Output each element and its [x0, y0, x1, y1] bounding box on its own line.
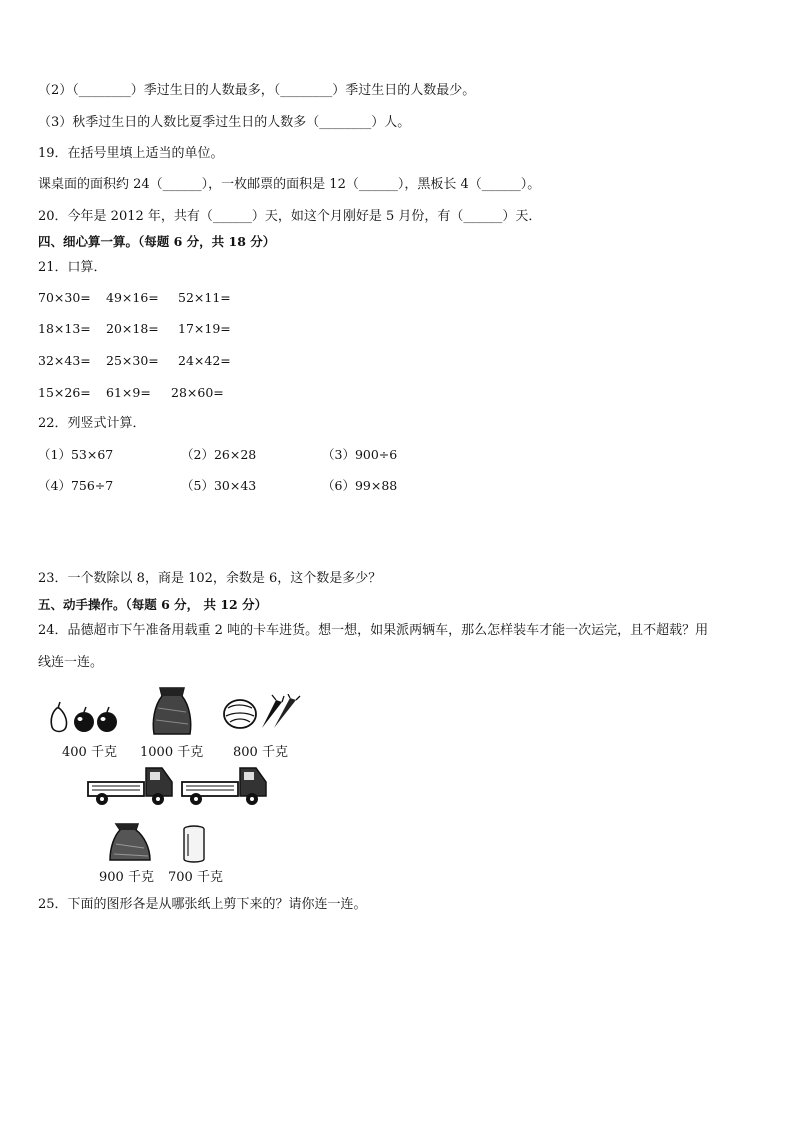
weight-label-flour: 900 千克	[99, 870, 154, 885]
q22-item: （4）756÷7	[38, 478, 114, 493]
q22-item: （6）99×88	[322, 478, 398, 493]
q21-cell: 28×60=	[171, 385, 224, 400]
truck-icon	[86, 764, 176, 808]
q19-title: 19．在括号里填上适当的单位。	[38, 146, 224, 161]
canister-icon	[180, 824, 208, 864]
weight-label-fruit: 400 千克	[62, 745, 117, 760]
weight-label-vegetables: 800 千克	[233, 745, 288, 760]
weight-label-canister: 700 千克	[168, 870, 223, 885]
grain-sack-icon	[148, 684, 196, 738]
q22-item: （3）900÷6	[322, 447, 398, 462]
q22-title: 22．列竖式计算．	[38, 416, 146, 431]
q21-cell: 15×26=	[38, 385, 91, 400]
vegetables-icon	[218, 694, 302, 732]
q21-cell: 17×19=	[178, 321, 231, 336]
section-4-heading: 四、细心算一算。（每题 6 分，共 18 分）	[38, 234, 276, 249]
q23-text: 23．一个数除以 8，商是 102，余数是 6，这个数是多少？	[38, 571, 382, 586]
q21-cell: 25×30=	[106, 353, 159, 368]
truck-icon	[180, 764, 270, 808]
q22-item: （1）53×67	[38, 447, 114, 462]
q18-line-3: （3）秋季过生日的人数比夏季过生日的人数多（________）人。	[38, 115, 411, 130]
q21-cell: 49×16=	[106, 290, 159, 305]
q24-line-1: 24．品德超市下午准备用载重 2 吨的卡车进货。想一想，如果派两辆车，那么怎样装车才能一次运完，且不超载？用	[38, 623, 709, 638]
q21-cell: 32×43=	[38, 353, 91, 368]
fruit-icon	[46, 700, 122, 736]
q20-text: 20．今年是 2012 年，共有（______）天，如这个月刚好是 5 月份，有（______）天．	[38, 209, 542, 224]
q22-item: （5）30×43	[181, 478, 257, 493]
q22-item: （2）26×28	[181, 447, 257, 462]
q21-cell: 61×9=	[106, 385, 151, 400]
q18-line-2: （2）（________）季过生日的人数最多，（________）季过生日的人数最少。	[38, 83, 476, 98]
q21-cell: 70×30=	[38, 290, 91, 305]
q21-title: 21．口算．	[38, 260, 107, 275]
flour-sack-icon	[106, 822, 154, 864]
q21-cell: 24×42=	[178, 353, 231, 368]
q24-line-2: 线连一连。	[38, 655, 104, 670]
q19-body: 课桌面的面积约 24（______），一枚邮票的面积是 12（______），黑板长 4（______）。	[38, 177, 541, 192]
section-5-heading: 五、动手操作。（每题 6 分， 共 12 分）	[38, 597, 268, 612]
q21-cell: 20×18=	[106, 321, 159, 336]
weight-label-grain: 1000 千克	[140, 745, 204, 760]
q21-cell: 52×11=	[178, 290, 231, 305]
q25-text: 25．下面的图形各是从哪张纸上剪下来的？请你连一连。	[38, 897, 367, 912]
q21-cell: 18×13=	[38, 321, 91, 336]
